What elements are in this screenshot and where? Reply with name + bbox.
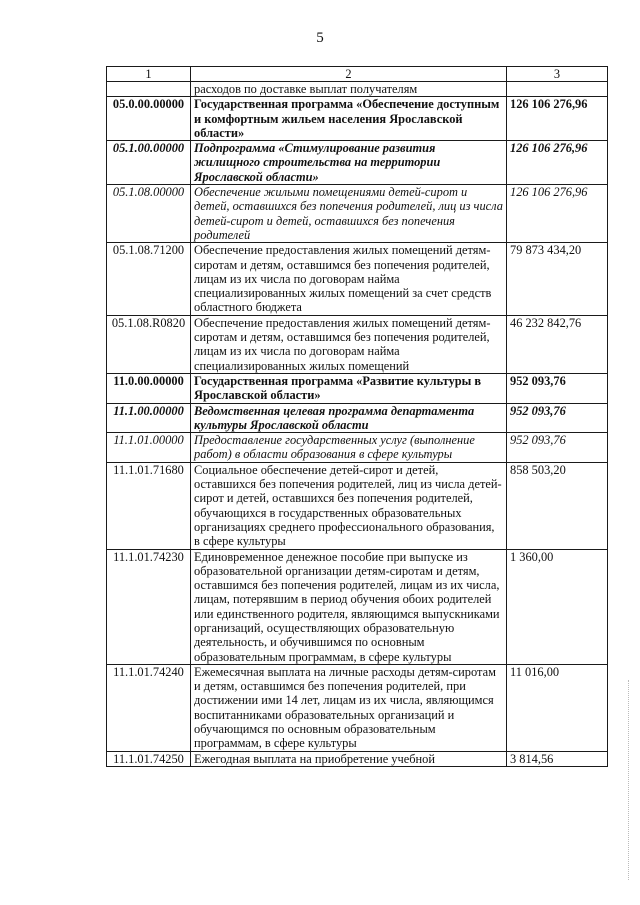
row-code: 05.1.08.71200 bbox=[107, 243, 191, 315]
table-row bbox=[107, 315, 608, 373]
scan-edge-mark bbox=[628, 680, 631, 880]
table-row bbox=[107, 664, 608, 751]
row-name: Предоставление государственных услуг (выполнение работ) в области образования в сфере культуры bbox=[191, 433, 507, 463]
table-header-row bbox=[107, 67, 608, 82]
row-amount: 126 106 276,96 bbox=[507, 185, 608, 243]
table-row bbox=[107, 82, 608, 97]
row-code: 05.1.00.00000 bbox=[107, 141, 191, 185]
table-row bbox=[107, 373, 608, 403]
row-name: Единовременное денежное пособие при выпуске из образовательной организации детям-сиротам и детям, оставшимся без попечения родителей, лицам из их числа, лицам, потерявшим в период обучения обоих родителей или единственного родителя, являющимся выпускниками организаций, осуществляющих образовательную деятельность, и обучившимся по основным образовательным программам, в сфере культуры bbox=[191, 549, 507, 664]
row-name: Ежегодная выплата на приобретение учебной bbox=[191, 751, 507, 766]
row-amount: 3 814,56 bbox=[507, 751, 608, 766]
header-col-1: 1 bbox=[107, 67, 191, 82]
row-amount: 11 016,00 bbox=[507, 664, 608, 751]
table-row bbox=[107, 403, 608, 433]
row-amount: 126 106 276,96 bbox=[507, 97, 608, 141]
table-row bbox=[107, 549, 608, 664]
row-amount bbox=[507, 82, 608, 97]
row-amount: 46 232 842,76 bbox=[507, 315, 608, 373]
table-row bbox=[107, 97, 608, 141]
row-amount: 79 873 434,20 bbox=[507, 243, 608, 315]
row-amount: 858 503,20 bbox=[507, 462, 608, 549]
table-row bbox=[107, 185, 608, 243]
row-code: 11.1.01.74240 bbox=[107, 664, 191, 751]
row-name: Обеспечение предоставления жилых помещений детям-сиротам и детям, оставшимся без попечения родителей, лицам из их числа по договорам найма специализированных жилых помещений за счет средств областного бюджета bbox=[191, 243, 507, 315]
row-code: 05.1.08.00000 bbox=[107, 185, 191, 243]
row-code: 05.0.00.00000 bbox=[107, 97, 191, 141]
header-col-3: 3 bbox=[507, 67, 608, 82]
row-code bbox=[107, 82, 191, 97]
row-amount: 126 106 276,96 bbox=[507, 141, 608, 185]
row-code: 05.1.08.R0820 bbox=[107, 315, 191, 373]
page-number: 5 bbox=[316, 30, 324, 46]
budget-table bbox=[106, 66, 608, 767]
row-name: Социальное обеспечение детей-сирот и детей, оставшихся без попечения родителей, лиц из числа детей-сирот и детей, оставшихся без попечения родителей, обучающихся в государственных образовательных организациях среднего профессионального образования, в сфере культуры bbox=[191, 462, 507, 549]
table-row bbox=[107, 462, 608, 549]
row-name: Ведомственная целевая программа департамента культуры Ярославской области bbox=[191, 403, 507, 433]
row-amount: 952 093,76 bbox=[507, 403, 608, 433]
row-name: Обеспечение жилыми помещениями детей-сирот и детей, оставшихся без попечения родителей, лиц из числа детей-сирот и детей, оставшихся без попечения родителей bbox=[191, 185, 507, 243]
row-code: 11.1.01.74230 bbox=[107, 549, 191, 664]
row-amount: 952 093,76 bbox=[507, 433, 608, 463]
row-code: 11.1.00.00000 bbox=[107, 403, 191, 433]
row-name: Ежемесячная выплата на личные расходы детям-сиротам и детям, оставшимся без попечения родителей, при достижении ими 14 лет, лицам из их числа, являющимся воспитанниками образовательных организаций и обучающимся по основным образовательным программам, в сфере культуры bbox=[191, 664, 507, 751]
row-code: 11.1.01.74250 bbox=[107, 751, 191, 766]
row-name: Подпрограмма «Стимулирование развития жилищного строительства на территории Ярославской области» bbox=[191, 141, 507, 185]
row-name: Государственная программа «Развитие культуры в Ярославской области» bbox=[191, 373, 507, 403]
row-amount: 1 360,00 bbox=[507, 549, 608, 664]
row-code: 11.1.01.00000 bbox=[107, 433, 191, 463]
row-code: 11.0.00.00000 bbox=[107, 373, 191, 403]
table-row bbox=[107, 141, 608, 185]
row-name: расходов по доставке выплат получателям bbox=[191, 82, 507, 97]
table-row bbox=[107, 751, 608, 766]
row-name: Обеспечение предоставления жилых помещений детям-сиротам и детям, оставшимся без попечения родителей, лицам из их числа по договорам найма специализированных жилых помещений bbox=[191, 315, 507, 373]
row-name: Государственная программа «Обеспечение доступным и комфортным жильем населения Ярославской области» bbox=[191, 97, 507, 141]
header-col-2: 2 bbox=[191, 67, 507, 82]
table-row bbox=[107, 243, 608, 315]
table-row bbox=[107, 433, 608, 463]
row-code: 11.1.01.71680 bbox=[107, 462, 191, 549]
row-amount: 952 093,76 bbox=[507, 373, 608, 403]
